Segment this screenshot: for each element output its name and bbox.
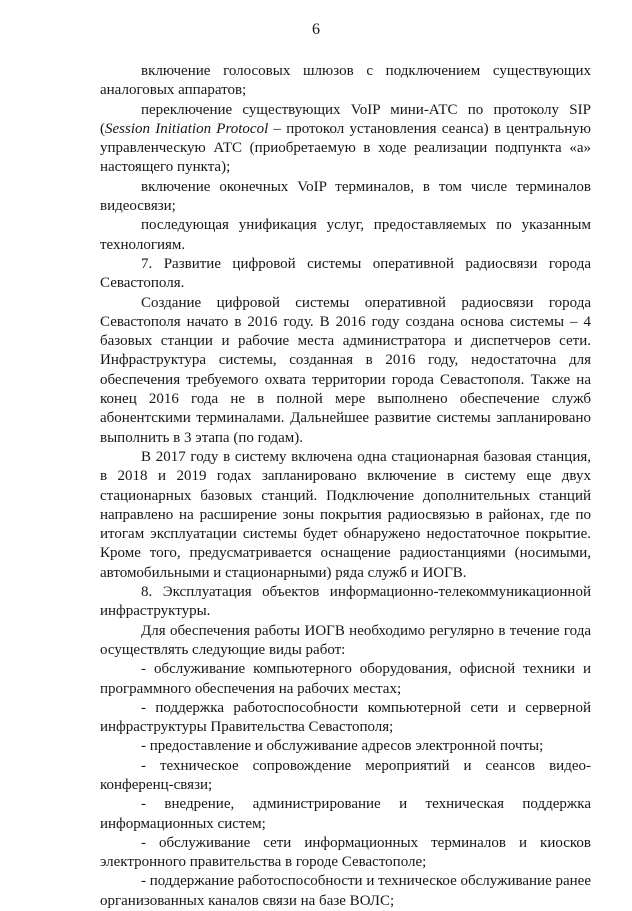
list-item-computer-maintenance: - обслуживание компьютерного оборудования, офисной техники и программного обеспечения на рабочих местах; (100, 661, 591, 697)
sip-protocol-italic: Session Initiation Protocol (105, 120, 269, 137)
list-item-network-support: - поддержка работоспособности компьютерной сети и серверной инфраструктуры Правительства Севастополя; (100, 699, 591, 736)
list-item-videoconference: - техническое сопровождение мероприятий и сеансов видео-конференц-связи; (100, 757, 591, 793)
list-item-terminals-kiosks: - обслуживание сети информационных терминалов и киосков электронного правительства в городе Севастополе; (100, 834, 591, 871)
list-item-fiber-channels: - поддержание работоспособности и техническое обслуживание ранее организованных каналов связи на базе ВОЛС; (100, 873, 591, 909)
paragraph-service-unification: последующая унификация услуг, предоставляемых по указанным технологиям. (100, 217, 591, 253)
document-body (100, 62, 591, 911)
paragraph-voip-switching-end: – протокол установления сеанса) в центральную управленческую АТС (приобретаемую в ходе реализации подпункта «а» настоящего пункта); (100, 120, 591, 176)
paragraph-radio-creation: Создание цифровой системы оперативной радиосвязи города Севастополя начато в 2016 году. В 2016 году создана основа системы – 4 базовых станции и рабочие места администратора и диспетчеров сети. Инфраструктура системы, созданная в 2016 году, недостаточна для обеспечения требуемого охвата территории города Севастополя. Также на конец 2016 года не в полной мере выполнено обеспечение служб абонентскими терминалами. Дальнейшее развитие системы запланировано выполнить в 3 этапа (по годам). (100, 294, 591, 446)
paragraph-voip-switching-start: переключение существующих VoIP мини-АТС по протоколу SIP ( (100, 101, 591, 137)
paragraph-voip-switching (100, 101, 591, 178)
paragraph-radio-2017: В 2017 году в систему включена одна стационарная базовая станция, в 2018 и 2019 годах запланировано включение в систему еще двух стационарных базовых станций. Подключение дополнительных станций направлено на расширение зоны покрытия радиосвязью в районах, где по итогам эксплуатации системы будет обнаружено недостаточное покрытие. Кроме того, предусматривается оснащение радиостанциями (носимыми, автомобильными и стационарными) ряда служб и ИОГВ. (100, 448, 591, 581)
paragraph-voip-terminals: включение оконечных VoIP терминалов, в том числе терминалов видеосвязи; (100, 178, 591, 215)
list-item-information-systems: - внедрение, администрирование и техническая поддержка информационных систем; (100, 796, 591, 832)
section-heading-radio: 7. Развитие цифровой системы оперативной радиосвязи города Севастополя. (100, 255, 591, 292)
paragraph-work-intro: Для обеспечения работы ИОГВ необходимо регулярно в течение года осуществлять следующие виды работ: (100, 622, 591, 658)
section-heading-operation: 8. Эксплуатация объектов информационно-телекоммуникационной инфраструктуры. (100, 584, 591, 620)
list-item-email: - предоставление и обслуживание адресов электронной почты; (141, 738, 544, 755)
page-number: 6 (312, 21, 320, 38)
paragraph-voice-gateways: включение голосовых шлюзов с подключением существующих аналоговых аппаратов; (100, 63, 591, 99)
